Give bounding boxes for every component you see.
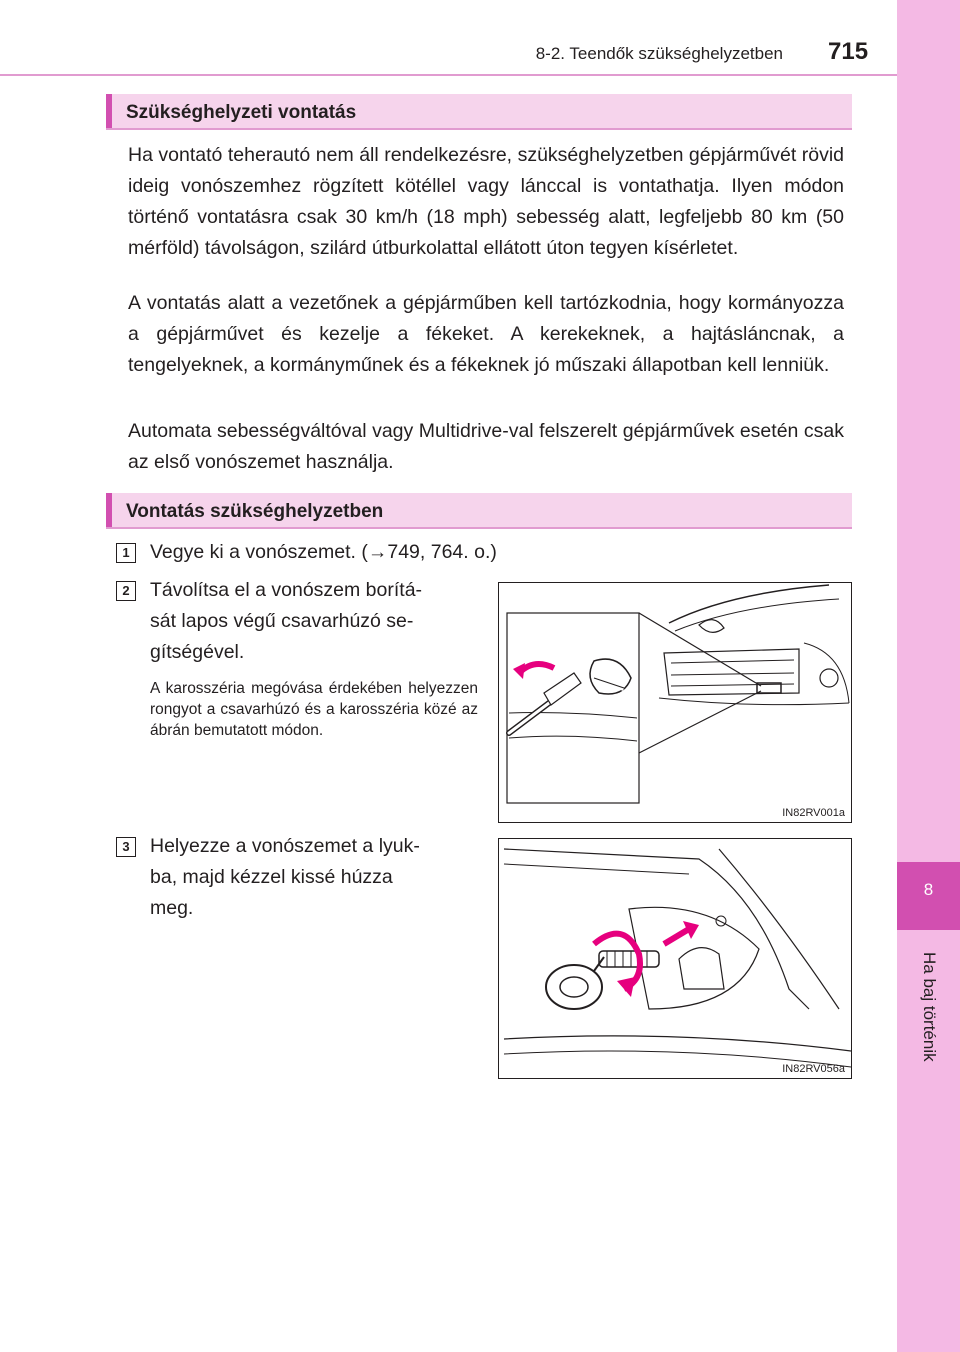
section-header: 8-2. Teendők szükséghelyzetben	[535, 44, 783, 63]
figure-code: IN82RV001a	[782, 807, 845, 819]
paragraph-intro: Ha vontató teherautó nem áll rendelkezésre, szükséghelyzetben gépjárművét rövid ideig vonószemhez rögzített kötéllel vagy lánccal is vontathatja. Ilyen módon történő vontatásra csak 30 km/h (18 mph) sebesség alatt, legfeljebb 80 km (50 mérföld) távolságon, szilárd útburkolattal ellátott úton tegyen kísérletet.	[128, 144, 844, 259]
illustration-screwdriver-cover	[499, 583, 851, 822]
paragraph-automatic: Automata sebességváltóval vagy Multidrive-val felszerelt gépjárművek esetén csak az első vonószemet használja.	[128, 420, 844, 473]
header-divider	[0, 74, 897, 76]
paragraph-driver: A vontatás alatt a vezetőnek a gépjárműben kell tartózkodnia, hogy kormányozza a gépjárművet és kezelje a fékeket. A kerekeknek, a hajtásláncnak, a tengelyeknek, a kormányműnek és a fékeknek jó műszaki állapotban kell lenniük.	[128, 292, 844, 376]
step-text-line: Helyezze a vonószemet a lyuk-	[150, 835, 420, 857]
chapter-side-tab	[897, 0, 960, 1352]
chapter-title: Ha baj történik	[920, 952, 939, 1062]
page-number: 715	[828, 38, 869, 65]
illustration-towing-eye	[499, 839, 851, 1078]
step-number: 2	[116, 581, 136, 601]
section-title: Vontatás szükséghelyzetben	[126, 501, 384, 522]
section-title-bar-emergency	[106, 493, 852, 529]
step-number: 3	[116, 837, 136, 857]
figure-remove-cover	[498, 582, 852, 823]
chapter-number: 8	[923, 880, 934, 899]
section-title-bar-towing	[106, 94, 852, 130]
figure-code: IN82RV056a	[782, 1063, 845, 1075]
step-note: A karosszéria megóvása érdekében helyezzen rongyot a csavarhúzó és a karosszéria közé az ábrán bemutatott módon.	[150, 680, 478, 739]
step-text-line: Távolítsa el a vonószem borítá-	[150, 579, 423, 601]
step-text: Vegye ki a vonószemet. (→749, 764. o.)	[150, 541, 497, 563]
step-text-line: sát lapos végű csavarhúzó se-	[150, 610, 414, 632]
section-title: Szükséghelyzeti vontatás	[126, 102, 357, 123]
step-number: 1	[116, 543, 136, 563]
step-text-line: ba, majd kézzel kissé húzza	[150, 866, 393, 888]
step-text-line: meg.	[150, 897, 194, 919]
step-text-line: gítségével.	[150, 641, 245, 663]
figure-insert-towing-eye	[498, 838, 852, 1079]
